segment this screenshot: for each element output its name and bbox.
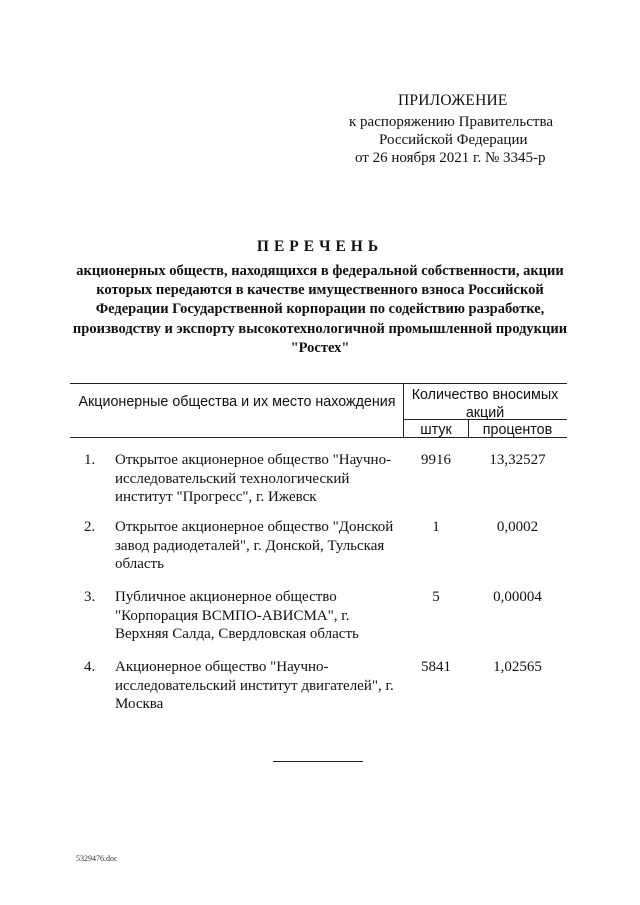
table-header-percent: процентов xyxy=(482,422,553,438)
table-row-company: Открытое акционерное общество "Научно-исследовательский технологический институт "Прогресс", г. Ижевск xyxy=(115,452,392,505)
end-of-document-rule xyxy=(273,761,363,762)
table-row-number: 4. xyxy=(84,659,96,675)
appendix-line-date-number: от 26 ноября 2021 г. № 3345-р xyxy=(355,150,546,166)
footer-file-name: 5329476.doc xyxy=(76,854,118,863)
table-row-percent: 0,0002 xyxy=(496,519,539,535)
table-row-percent: 13,32527 xyxy=(489,452,546,468)
document-subtitle: акционерных обществ, находящихся в федеральной собственности, акции которых передаются в качестве имущественного взноса Российской Федерации Государственной корпорации по содействию разработке, производству и экспорту высокотехнологичной промышленной продукции "Ростех" xyxy=(72,263,568,356)
appendix-line-federation: Российской Федерации xyxy=(379,132,528,148)
table-row-percent: 1,02565 xyxy=(493,659,542,675)
table-row-pieces: 1 xyxy=(432,519,440,535)
table-row-company: Открытое акционерное общество "Донской завод радиодеталей", г. Донской, Тульская область xyxy=(115,519,394,572)
appendix-line-order: к распоряжению Правительства xyxy=(349,114,554,130)
document-title: ПЕРЕЧЕНЬ xyxy=(256,238,384,255)
table-row-percent: 0,00004 xyxy=(493,589,542,605)
table-row-pieces: 9916 xyxy=(421,452,451,468)
table-top-rule xyxy=(70,383,567,384)
table-row-number: 3. xyxy=(84,589,96,605)
appendix-title: ПРИЛОЖЕНИЕ xyxy=(398,92,508,109)
table-row-pieces: 5 xyxy=(432,589,440,605)
table-header-quantity: Количество вносимых акций xyxy=(411,387,559,421)
table-row-company: Акционерное общество "Научно-исследовательский институт двигателей", г. Москва xyxy=(115,659,394,712)
table-row-pieces: 5841 xyxy=(421,659,451,675)
table-header-pieces: штук xyxy=(420,422,452,438)
table-row-number: 2. xyxy=(84,519,96,535)
table-header-companies: Акционерные общества и их место нахождения xyxy=(78,394,396,410)
table-row-number: 1. xyxy=(84,452,96,468)
table-row-company: Публичное акционерное общество "Корпорация ВСМПО-АВИСМА", г. Верхняя Салда, Свердловская область xyxy=(115,589,359,642)
